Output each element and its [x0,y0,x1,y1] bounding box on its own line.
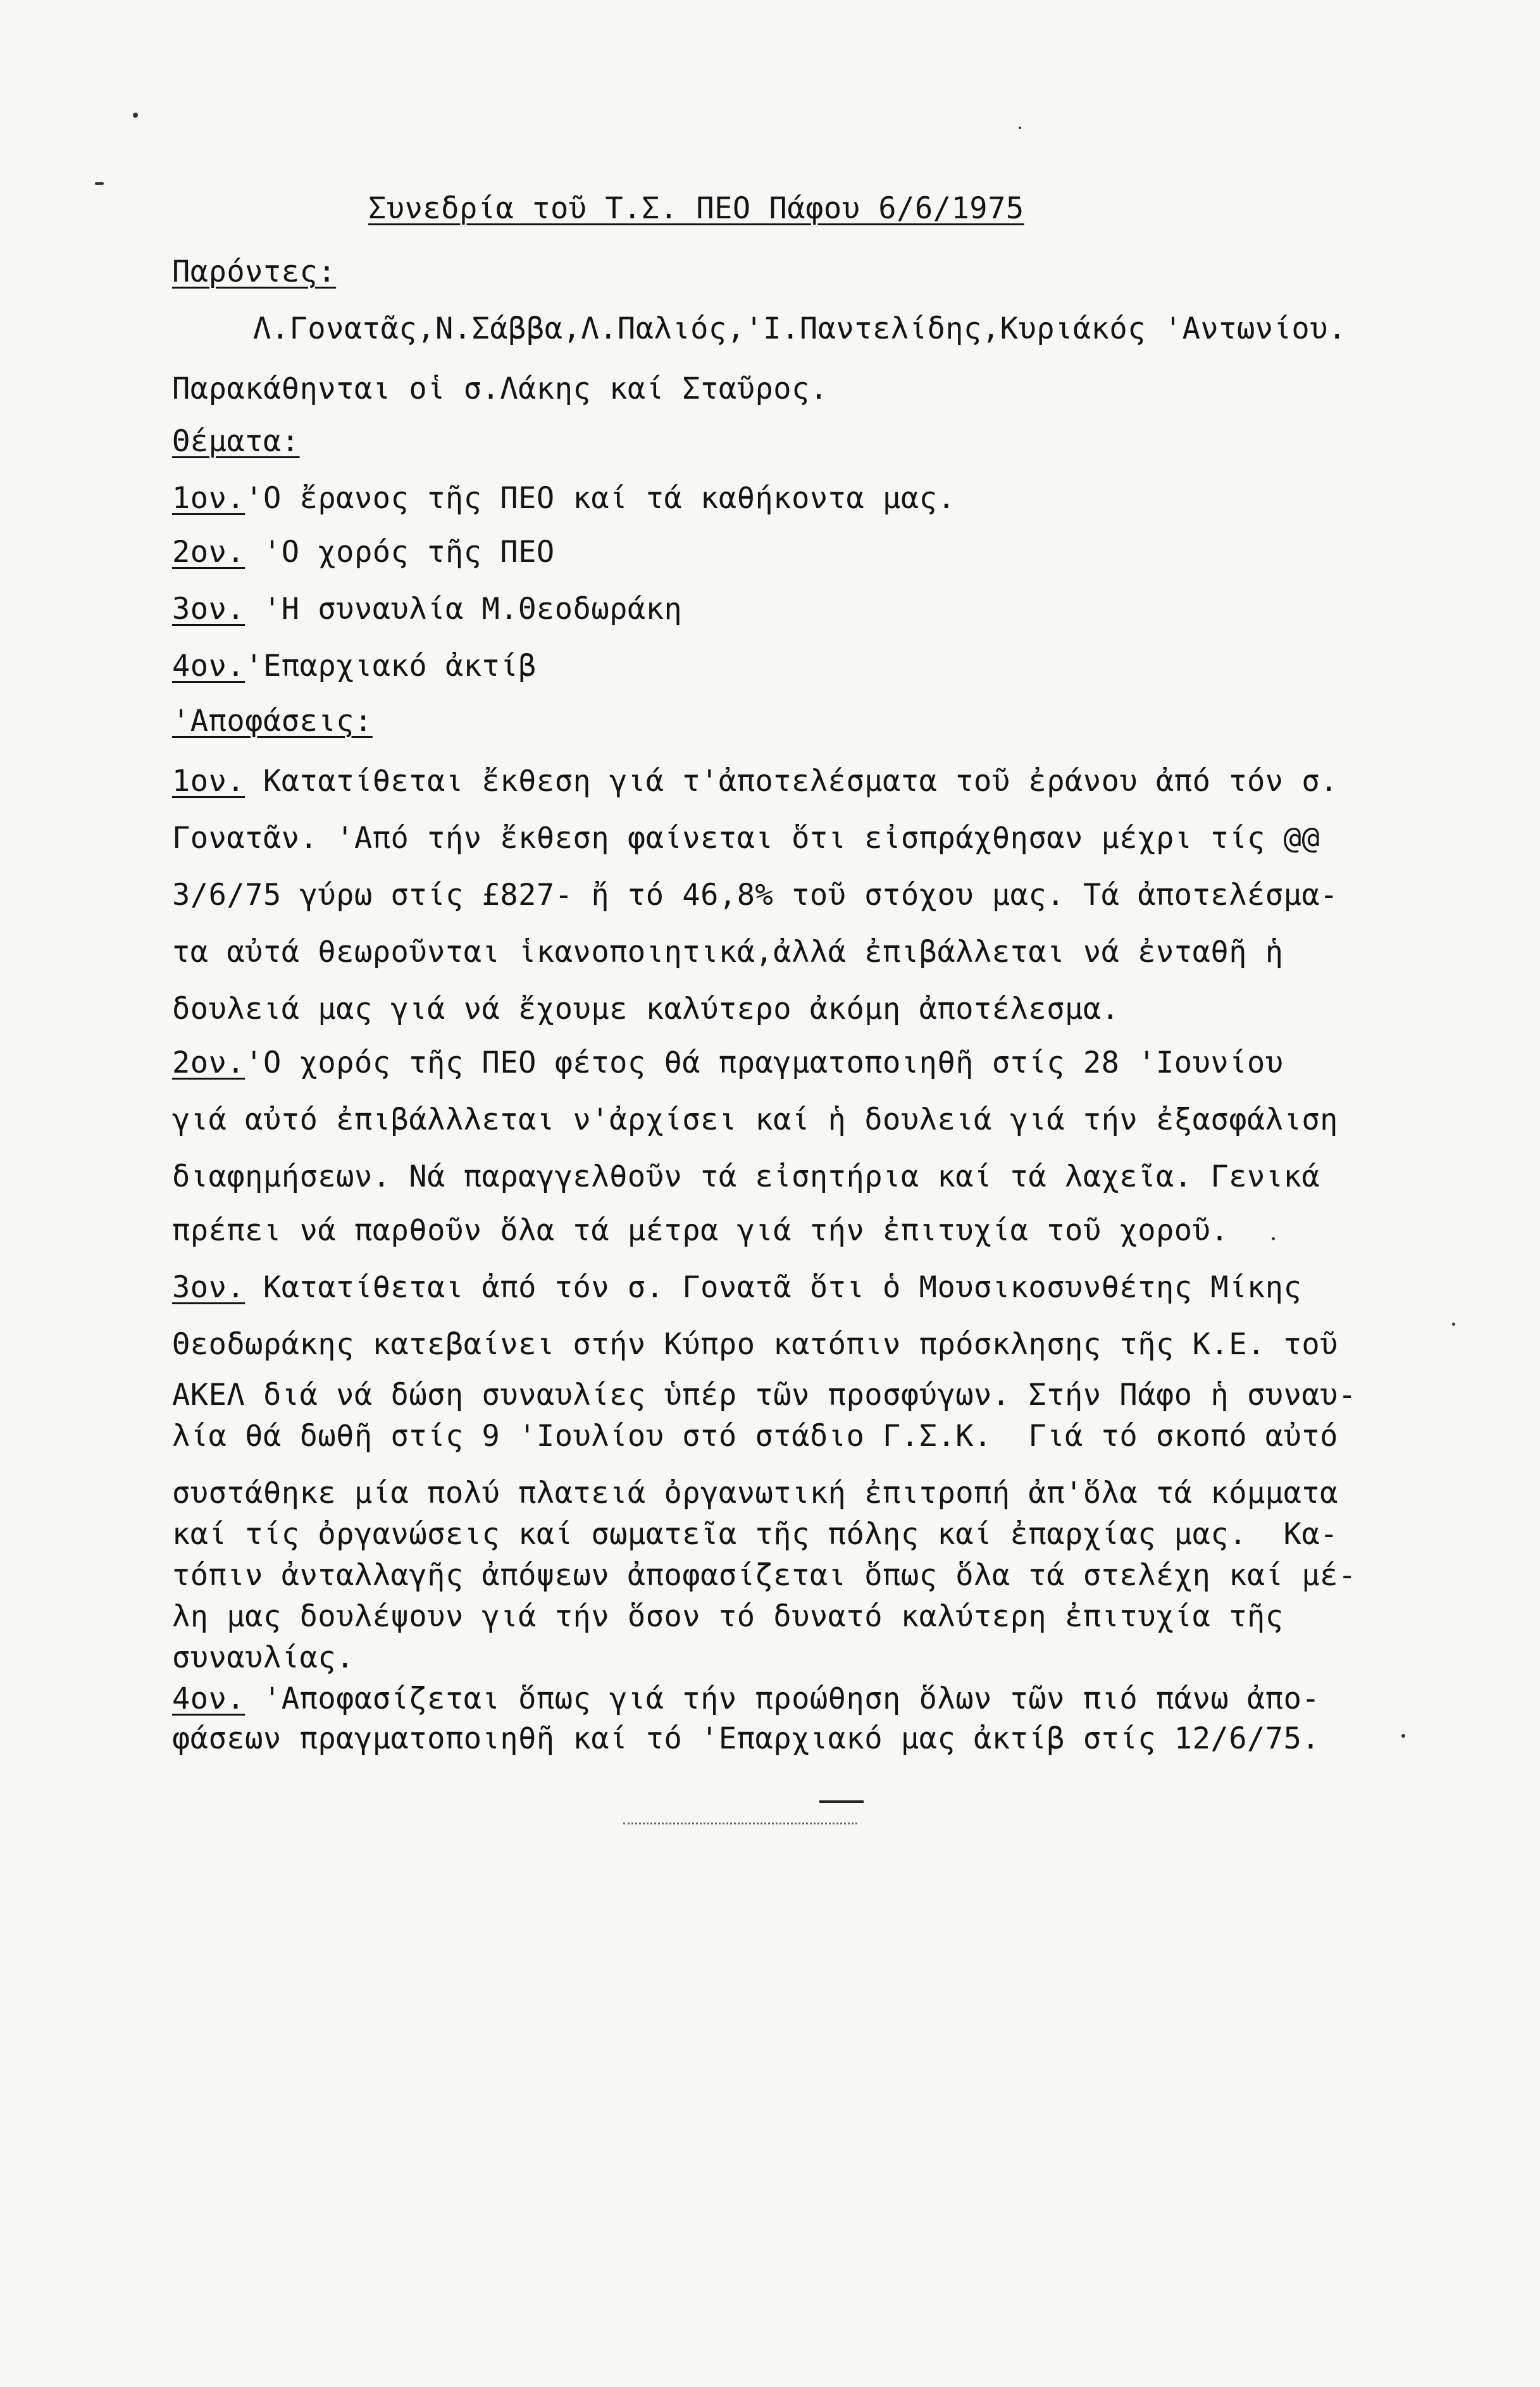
decision-1-line: δουλειά μας γιά νά ἔχουμε καλύτερο ἀκόμη ἀποτέλεσμα. [172,992,1120,1026]
decision-2-line: διαφημήσεων. Νά παραγγελθοῦν τά εἰσητήρια καί τά λαχεῖα. Γενικά [172,1159,1320,1194]
decision-text: 'Αποφασίζεται ὅπως γιά τήν προώθηση ὅλων τῶν πιό πάνω ἀπο- [245,1681,1320,1716]
scan-speck [95,182,104,185]
topic-number: 1ον. [172,481,245,516]
attendance-absent: Παρακάθηνται οἱ σ.Λάκης καί Σταῦρος. [172,371,828,406]
attendance-heading: Παρόντες: [172,254,337,289]
decision-number: 1ον. [172,764,245,799]
attendance-members: Λ.Γονατᾶς,Ν.Σάββα,Λ.Παλιός,'Ι.Παντελίδης,Κυριάκός 'Αντωνίου. [253,311,1346,346]
decision-3-line: τόπιν ἀνταλλαγῆς ἀπόψεων ἀποφασίζεται ὅπως ὅλα τά στελέχη καί μέ- [172,1558,1357,1593]
decision-3-line: καί τίς ὀργανώσεις καί σωματεῖα τῆς πόλης καί ἐπαρχίας μας. Κα- [172,1517,1338,1552]
scan-speck [133,113,138,118]
page-title: Συνεδρία τοῦ Τ.Σ. ΠΕΟ Πάφου 6/6/1975 [368,191,1024,226]
decision-text: 'Ο χορός τῆς ΠΕΟ φέτος θά πραγματοποιηθῆ στίς 28 'Ιουνίου [245,1045,1284,1080]
decisions-heading: 'Αποφάσεις: [172,704,373,739]
decision-3-line: ΑΚΕΛ διά νά δώση συναυλίες ὑπέρ τῶν προσφύγων. Στήν Πάφο ἡ συναυ- [172,1378,1357,1412]
decision-4-line [172,1680,1320,1718]
topic-item [172,480,955,518]
decision-2-line [172,1044,1284,1082]
closing-dash [819,1800,864,1803]
topics-heading: Θέματα: [172,424,300,459]
topic-item [172,590,682,628]
decision-3-line: συστάθηκε μία πολύ πλατειά ὀργανωτική ἐπιτροπή ἀπ'ὅλα τά κόμματα [172,1476,1338,1511]
decision-number: 2ον. [172,1045,245,1080]
topic-text: 'Επαρχιακό ἀκτίβ [245,649,537,683]
topic-text: 'Η συναυλία Μ.Θεοδωράκη [245,592,683,626]
scan-speck [1452,1323,1455,1326]
decision-1-line: 3/6/75 γύρω στίς £827- ἤ τό 46,8% τοῦ στόχου μας. Τά ἀποτελέσμα- [172,878,1338,913]
decision-number: 3ον. [172,1270,245,1305]
decision-number: 4ον. [172,1681,245,1716]
topic-text: 'Ο χορός τῆς ΠΕΟ [245,535,555,570]
decision-2-line: γιά αὐτό ἐπιβάλλλεται ν'ἀρχίσει καί ἡ δουλειά γιά τήν ἐξασφάλιση [172,1102,1338,1137]
decision-4-line: φάσεων πραγματοποιηθῆ καί τό 'Επαρχιακό μας ἀκτίβ στίς 12/6/75. [172,1721,1320,1756]
topic-text: 'Ο ἔρανος τῆς ΠΕΟ καί τά καθήκοντα μας. [245,481,956,516]
decision-1-line: τα αὐτά θεωροῦνται ἱκανοποιητικά,ἀλλά ἐπιβάλλεται νά ἐνταθῆ ἡ [172,935,1284,969]
decision-text: Κατατίθεται ἀπό τόν σ. Γονατᾶ ὅτι ὁ Μουσικοσυνθέτης Μίκης [245,1270,1302,1305]
closing-dotted-rule [623,1823,857,1824]
decision-3-line [172,1269,1301,1307]
topic-item [172,647,537,685]
decision-3-line: λη μας δουλέψουν γιά τήν ὅσον τό δυνατό καλύτερη ἐπιτυχία τῆς [172,1599,1284,1634]
decision-text: Κατατίθεται ἔκθεση γιά τ'ἀποτελέσματα τοῦ ἐράνου ἀπό τόν σ. [245,764,1338,799]
topic-number: 3ον. [172,592,245,626]
decision-3-line: λία θά δωθῆ στίς 9 'Ιουλίου στό στάδιο Γ.Σ.Κ. Γιά τό σκοπό αὐτό [172,1419,1338,1454]
decision-1-line [172,763,1338,801]
topic-item [172,533,555,571]
scan-speck [1019,127,1021,129]
decision-2-line: πρέπει νά παρθοῦν ὅλα τά μέτρα γιά τήν ἐπιτυχία τοῦ χοροῦ. [172,1213,1229,1248]
decision-3-line: Θεοδωράκης κατεβαίνει στήν Κύπρο κατόπιν πρόσκλησης τῆς Κ.Ε. τοῦ [172,1327,1338,1362]
topic-number: 2ον. [172,535,245,570]
scan-speck [1401,1734,1405,1738]
topic-number: 4ον. [172,649,245,683]
scan-speck [1272,1237,1275,1240]
decision-3-line: συναυλίας. [172,1640,354,1675]
decision-1-line: Γονατᾶν. 'Από τήν ἔκθεση φαίνεται ὅτι εἰσπράχθησαν μέχρι τίς @@ [172,821,1320,856]
